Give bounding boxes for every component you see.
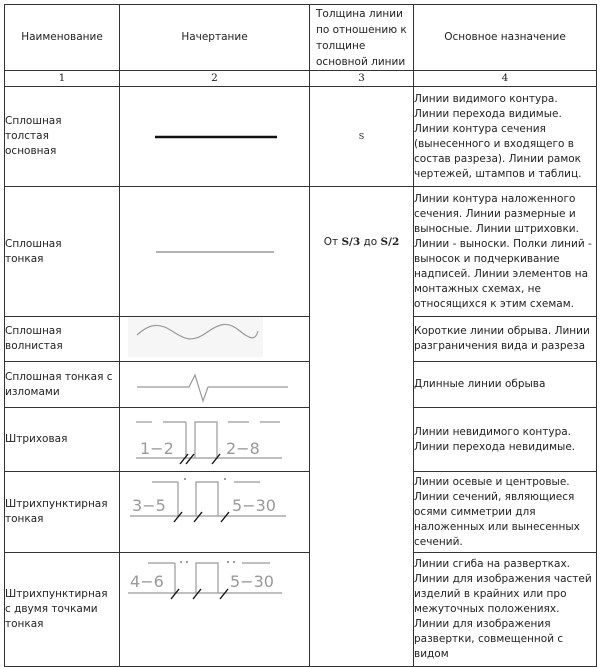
line-drawing-dash-dot [120, 472, 310, 553]
table-row [5, 317, 597, 362]
line-drawing-zigzag [120, 362, 310, 408]
column-number-row [5, 71, 597, 87]
column-number: 1 [5, 71, 120, 87]
table-row [5, 553, 597, 667]
line-drawing-solid-thin [120, 187, 310, 317]
table-row [5, 362, 597, 408]
line-name: Сплошная толстая основная [5, 87, 120, 187]
column-number: 2 [120, 71, 310, 87]
line-name: Сплошная тонкая с изломами [5, 362, 120, 408]
header-purpose: Основное назначение [414, 5, 597, 71]
header-row [5, 5, 597, 71]
gap-length-label: 2−8 [226, 438, 260, 458]
line-purpose: Линии контура наложенного сечения. Линии размерные и выносные. Линии штриховки. Линии - выноски. Полки линий - выносок и подчеркивание надписей. Линии элементов на монтажных схемах, не относящихся к этим схемам. [414, 187, 597, 317]
line-purpose: Линии осевые и центровые. Линии сечений, являющиеся осями симметрии для наложенных или вынесенных сечений. [414, 472, 597, 553]
line-types-table [4, 4, 597, 667]
solid-thick-line-icon [120, 127, 310, 147]
table-row [5, 187, 597, 317]
thickness-middle: до [363, 236, 378, 248]
gap-length-label: 5−30 [232, 496, 276, 515]
thickness-prefix: От [323, 236, 339, 248]
line-purpose: Линии сгиба на развертках. Линии для изображения частей изделий в крайних или про межуточных положениях. Линии для изображения развертки, совмещенной с видом [414, 553, 597, 667]
solid-thin-line-icon [120, 242, 310, 262]
line-name: Штриховая [5, 408, 120, 472]
column-number: 4 [414, 71, 597, 87]
zigzag-line-icon [120, 365, 310, 405]
line-drawing-dash-dot-dot [120, 553, 310, 667]
gap-length-label: 5−30 [230, 572, 274, 591]
dash-dot-dot-line-icon [120, 553, 310, 613]
line-drawing-solid-thick [120, 87, 310, 187]
table-row [5, 408, 597, 472]
line-purpose: Линии видимого контура. Линии перехода видимые. Линии контура сечения (вынесенного и входящего в состав разреза). Линии рамок чертежей, штампов и таблиц. [414, 87, 597, 187]
header-name: Наименование [5, 5, 120, 71]
header-thickness: Толщина линии по отношению к толщине основной линии [310, 5, 414, 71]
column-number: 3 [310, 71, 414, 87]
line-name: Сплошная тонкая [5, 187, 120, 317]
thickness-value [310, 87, 414, 187]
thickness-to: S/2 [380, 236, 400, 248]
line-purpose: Линии невидимого контура. Линии перехода невидимые. [414, 408, 597, 472]
line-name: Штрихпунктирная с двумя точками тонкая [5, 553, 120, 667]
dash-length-label: 3−5 [132, 496, 166, 515]
dash-length-label: 1−2 [140, 438, 174, 458]
dashed-line-icon [120, 410, 310, 470]
line-name: Сплошная волнистая [5, 317, 120, 362]
dash-dot-line-icon [120, 472, 310, 532]
line-drawing-dashed [120, 408, 310, 472]
dash-length-label: 4−6 [130, 572, 164, 591]
thickness-s: S [358, 132, 365, 141]
thickness-thin-value [310, 187, 414, 667]
table-row [5, 87, 597, 187]
line-name: Штрихпунктирная тонкая [5, 472, 120, 553]
line-drawing-wavy [120, 317, 310, 362]
line-purpose: Короткие линии обрыва. Линии разграничения вида и разреза [414, 317, 597, 362]
header-drawing: Начертание [120, 5, 310, 71]
wavy-line-icon [120, 317, 310, 359]
line-purpose: Длинные линии обрыва [414, 362, 597, 408]
thickness-from: S/3 [341, 236, 361, 248]
table-row [5, 472, 597, 553]
